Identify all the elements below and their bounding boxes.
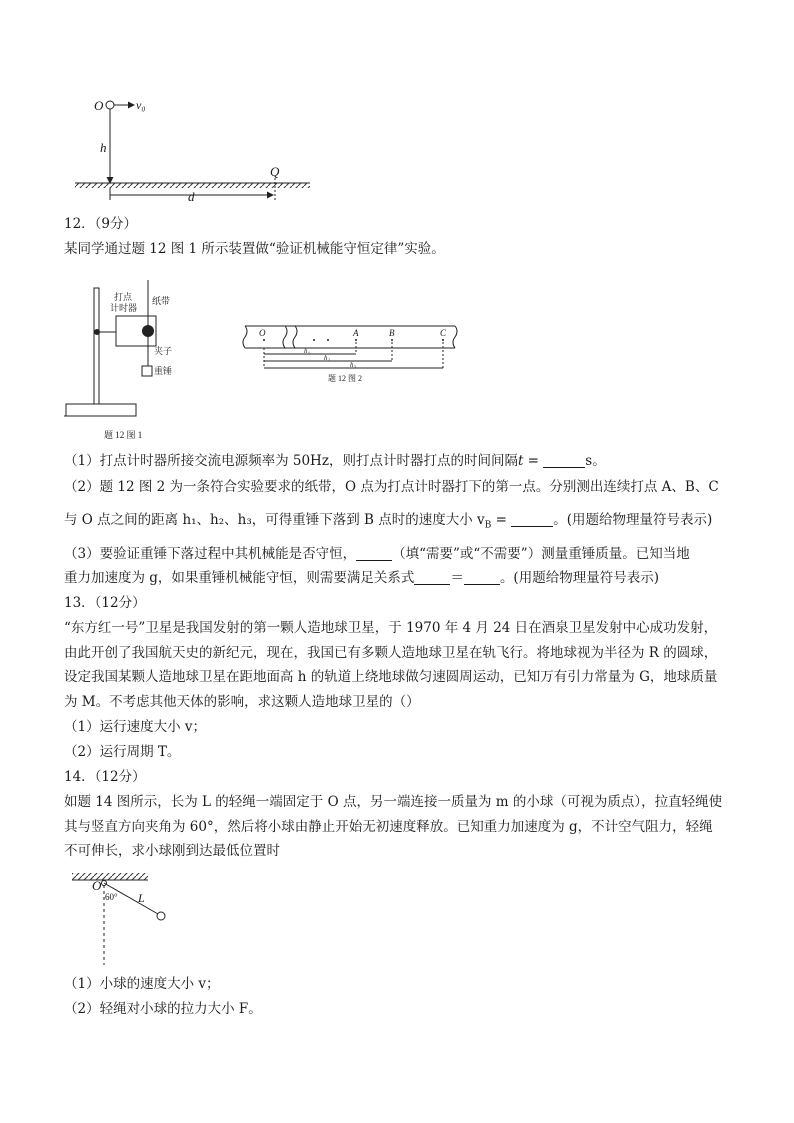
q12-part3-line2 <box>64 568 659 588</box>
weight-box <box>142 366 152 376</box>
ball <box>157 912 165 920</box>
label-v0: v₀ <box>136 98 146 112</box>
q14-sub1: （1）小球的速度大小 v； <box>64 976 220 992</box>
label-B: B <box>389 328 395 338</box>
q12-part3-eq: ＝ <box>450 570 464 586</box>
q13-header: 13．（12分） <box>64 595 146 611</box>
projectile-figure <box>70 90 330 214</box>
stand-pole <box>94 288 99 404</box>
q14-figure <box>70 870 200 974</box>
ball <box>106 101 114 109</box>
caption-fig2: 题 12 图 2 <box>328 374 362 383</box>
answer-blank-2[interactable] <box>511 512 553 527</box>
label-Q: Q <box>270 164 280 179</box>
q12-part1-eq: = <box>523 453 544 469</box>
q12-figure-1 <box>64 270 174 454</box>
q14-header: 14．（12分） <box>64 769 146 785</box>
label-C: C <box>440 328 447 338</box>
projectile-diagram <box>70 90 330 210</box>
q12-part2-sub: B <box>484 520 492 531</box>
q13-line4: 为 M。不考虑其他天体的影响，求这颗人造地球卫星的（） <box>64 694 420 710</box>
label-h1: h₁ <box>304 347 310 355</box>
tape-diagram <box>240 318 460 388</box>
answer-blank-5[interactable] <box>464 570 500 585</box>
label-O: O <box>94 98 104 113</box>
label-timer-2: 计时器 <box>110 303 138 313</box>
q12-part3-line1 <box>64 544 690 564</box>
label-d: d <box>188 189 195 204</box>
q14-line1: 如题 14 图所示，长为 L 的轻绳一端固定于 O 点，另一端连接一质量为 m 的小球（可视为质点），拉直轻绳使 <box>64 794 723 810</box>
pendulum-diagram <box>70 870 200 970</box>
q12-part1-text: （1）打点计时器所接交流电源频率为 50Hz，则打点计时器打点的时间间隔 <box>64 453 518 469</box>
ceiling-hatch <box>72 873 148 880</box>
q12-part2-text: 与 O 点之间的距离 h₁、h₂、h₃，可得重锤下落到 B 点时的速度大小 v <box>64 512 485 528</box>
label-O: O <box>92 878 102 893</box>
answer-blank-1[interactable] <box>543 453 585 468</box>
q13-sub2: （2）运行周期 T。 <box>64 744 181 760</box>
q12-header: 12．（9分） <box>64 216 138 232</box>
q14-line2: 其与竖直方向夹角为 60°，然后将小球由静止开始无初速度释放。已知重力加速度为 g，不计空气阻力，轻绳 <box>64 819 713 835</box>
answer-blank-3[interactable] <box>356 546 392 561</box>
label-weight: 重锤 <box>154 366 173 376</box>
q14-sub2: （2）轻绳对小球的拉力大小 F。 <box>64 1001 262 1017</box>
q12-part2-tail: 。(用题给物理量符号表示) <box>553 512 713 528</box>
stand-clamp <box>94 329 100 335</box>
stand-base <box>66 404 136 416</box>
answer-blank-4[interactable] <box>414 570 450 585</box>
q12-part3-text: （3）要验证重锤下落过程中其机械能是否守恒， <box>64 546 357 562</box>
label-A: A <box>353 328 359 338</box>
q12-part2-line1: （2）题 12 图 2 为一条符合实验要求的纸带，O 点为打点计时器打下的第一点。分别测出连续打点 A、B、C <box>64 479 719 495</box>
q12-part1-var: t <box>517 453 524 469</box>
q12-intro: 某同学通过题 12 图 1 所示装置做“验证机械能守恒定律”实验。 <box>64 241 445 257</box>
label-L: L <box>138 891 145 905</box>
q12-part2-eq: = <box>491 512 512 528</box>
q13-line1: “东方红一号”卫星是我国发射的第一颗人造地球卫星，于 1970 年 4 月 24 日在酒泉卫星发射中心成功发射， <box>64 620 718 636</box>
q12-part1-unit: s。 <box>585 453 606 469</box>
q12-part3-text-b: （填“需要”或“不需要”）测量重锤质量。已知当地 <box>392 546 690 562</box>
q12-part2-line2 <box>64 510 712 536</box>
label-O: O <box>259 328 266 338</box>
label-tape: 纸带 <box>152 296 171 306</box>
label-h2: h₂ <box>324 354 330 362</box>
q13-line3: 设定我国某颗人造地球卫星在距地面高 h 的轨道上绕地球做匀速圆周运动，已知万有引力常量为 G，地球质量 <box>64 669 718 685</box>
caption-fig1: 题 12 图 1 <box>104 430 143 440</box>
label-clip: 夹子 <box>154 346 173 356</box>
label-h: h <box>100 140 107 155</box>
apparatus-diagram <box>64 270 174 450</box>
q12-part3-text-c: 重力加速度为 g，如果重锤机械能守恒，则需要满足关系式 <box>64 570 415 586</box>
label-angle: 60° <box>105 892 118 902</box>
label-h3: h₃ <box>350 361 356 369</box>
q13-line2: 由此开创了我国航天史的新纪元，现在，我国已有多颗人造地球卫星在轨飞行。将地球视为半径为 R 的圆球， <box>64 645 718 661</box>
q12-part3-tail: 。(用题给物理量符号表示) <box>499 570 659 586</box>
label-timer-1: 打点 <box>114 292 133 302</box>
q12-figure-2 <box>240 318 460 392</box>
q14-line3: 不可伸长，求小球刚到达最低位置时 <box>64 843 280 859</box>
q12-part1 <box>64 451 606 471</box>
q13-sub1: （1）运行速度大小 v； <box>64 719 207 735</box>
